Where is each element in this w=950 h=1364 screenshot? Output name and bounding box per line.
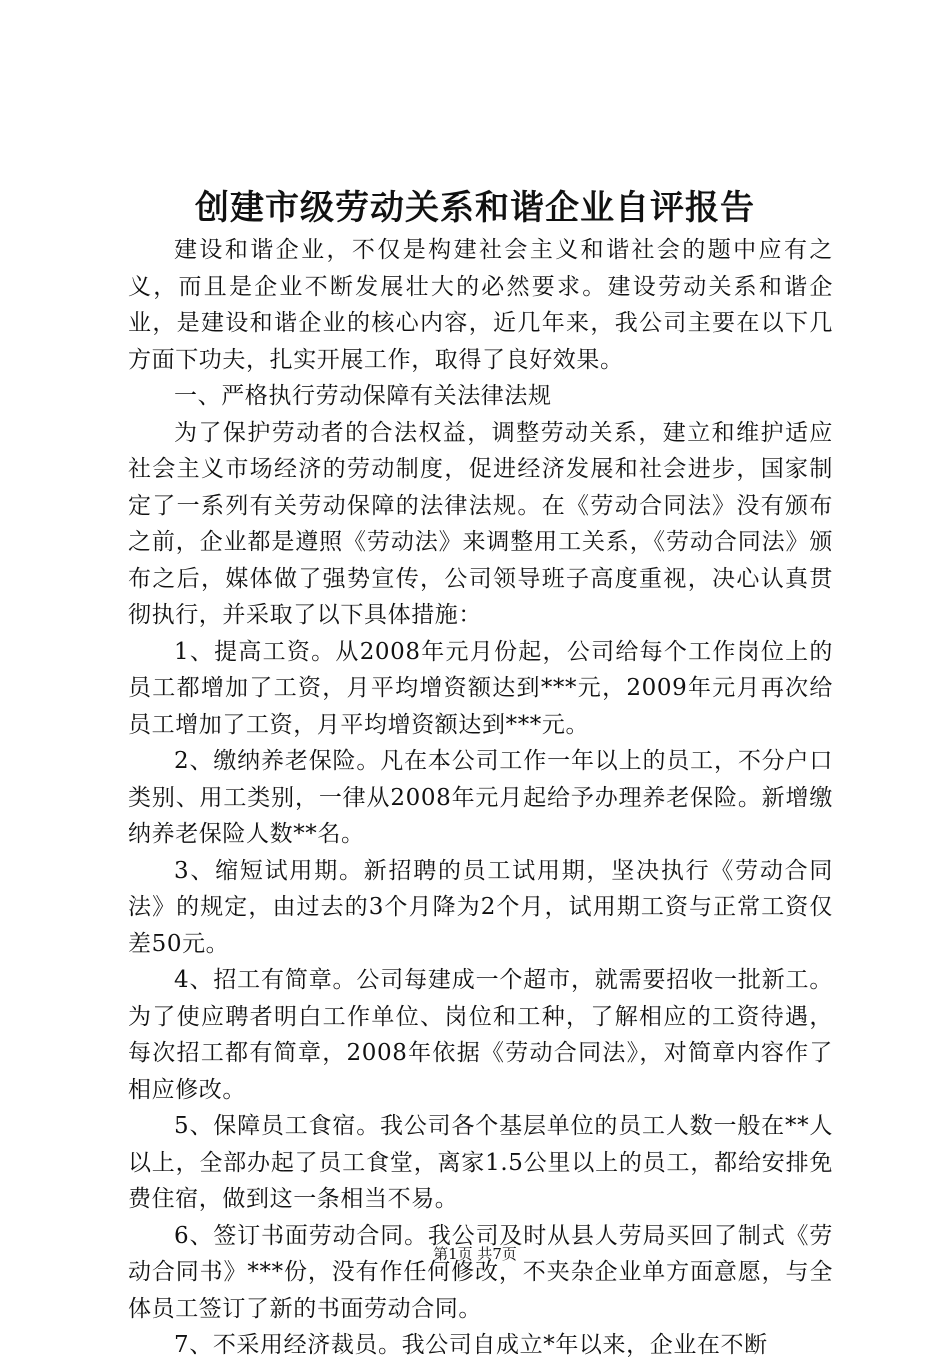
paragraph-laws: 为了保护劳动者的合法权益，调整劳动关系，建立和维护适应社会主义市场经济的劳动制度，促进经济发展和社会进步，国家制定了一系列有关劳动保障的法律法规。在《劳动合同法》没有颁布之前，企业都是遵照《劳动法》来调整用工关系，《劳动合同法》颁布之后，媒体做了强势宣传，公司领导班子高度重视，决心认真贯彻执行，并采取了以下具体措施： — [128, 419, 833, 628]
list-item-probation: 3、缩短试用期。新招聘的员工试用期，坚决执行《劳动合同法》的规定，由过去的3个月降为2个月，试用期工资与正常工资仅差50元。 — [128, 857, 833, 957]
document-title: 创建市级劳动关系和谐企业自评报告 — [195, 188, 755, 228]
list-item-pension: 2、缴纳养老保险。凡在本公司工作一年以上的员工，不分户口类别、用工类别，一律从2008年元月起给予办理养老保险。新增缴纳养老保险人数**名。 — [128, 748, 833, 847]
section-heading-1: 一、严格执行劳动保障有关法律法规 — [174, 383, 552, 409]
list-item-food-lodging: 5、保障员工食宿。我公司各个基层单位的员工人数一般在**人以上，全部办起了员工食堂，离家1.5公里以上的员工，都给安排免费住宿，做到这一条相当不易。 — [128, 1113, 833, 1212]
list-item-recruitment: 4、招工有简章。公司每建成一个超市，就需要招收一批新工。为了使应聘者明白工作单位、岗位和工种，了解相应的工资待遇，每次招工都有简章，2008年依据《劳动合同法》，对简章内容作了相应修改。 — [128, 967, 833, 1103]
paragraph-intro: 建设和谐企业，不仅是构建社会主义和谐社会的题中应有之义，而且是企业不断发展壮大的必然要求。建设劳动关系和谐企业，是建设和谐企业的核心内容，近几年来，我公司主要在以下几方面下功夫，扎实开展工作，取得了良好效果。 — [128, 237, 833, 373]
page-footer: 第1页 共7页 — [433, 1245, 517, 1263]
list-item-wages: 1、提高工资。从2008年元月份起，公司给每个工作岗位上的员工都增加了工资，月平均增资额达到***元，2009年元月再次给员工增加了工资，月平均增资额达到***元。 — [128, 638, 833, 738]
document-body — [128, 232, 833, 1364]
list-item-no-layoffs: 7、不采用经济裁员。我公司自成立*年以来，企业在不断 — [174, 1332, 768, 1358]
list-item-labor-contract: 6、签订书面劳动合同。我公司及时从县人劳局买回了制式《劳动合同书》***份，没有作任何修改，不夹杂企业单方面意愿，与全体员工签订了新的书面劳动合同。 — [128, 1222, 833, 1322]
